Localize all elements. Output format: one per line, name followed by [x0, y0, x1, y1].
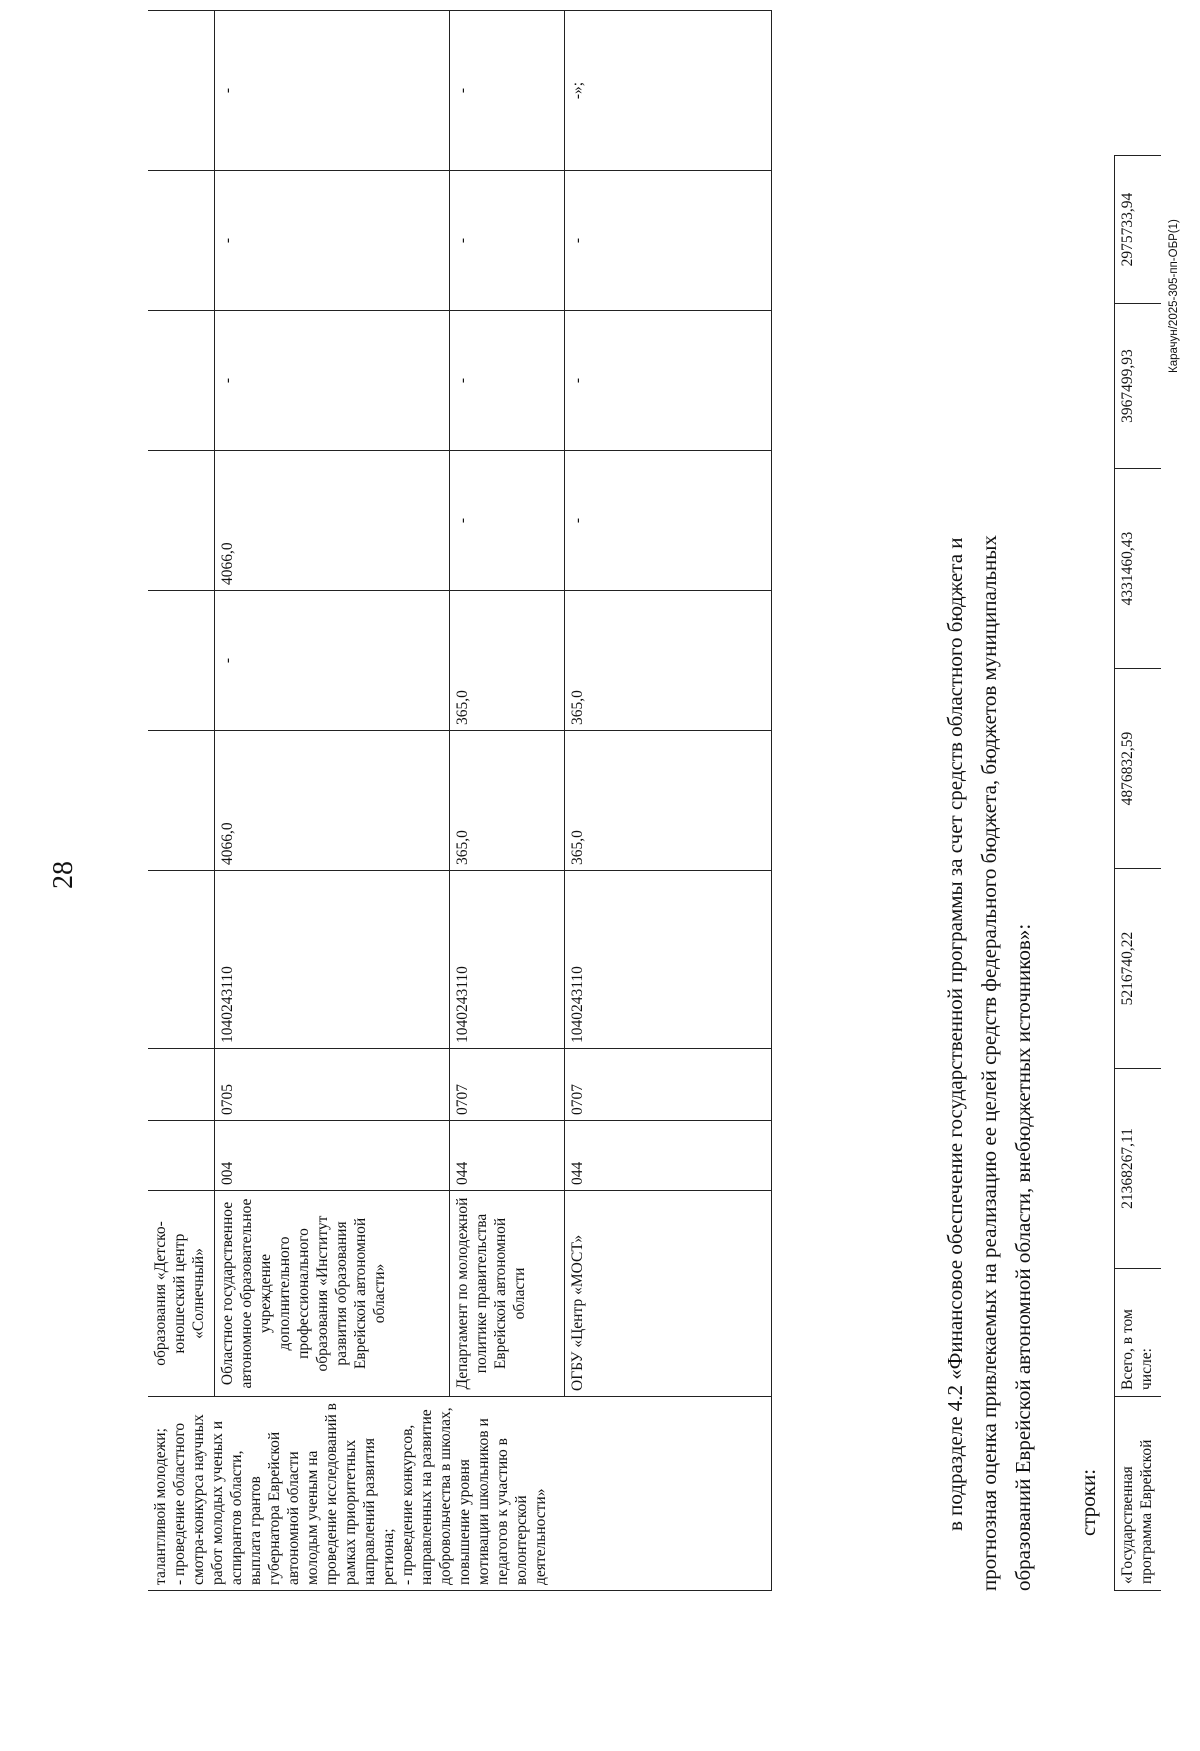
- executor-cell: ОГБУ «Центр «МОСТ»: [565, 1191, 772, 1397]
- table-row: [215, 11, 450, 1591]
- mb-cell: -: [450, 311, 565, 451]
- csr-cell: 1040243110: [215, 871, 450, 1049]
- fb-cell: 365,0: [450, 591, 565, 731]
- vb-cell: -: [565, 171, 772, 311]
- mb-cell: -: [215, 311, 450, 451]
- value-cell: 2975733,94: [1115, 156, 1162, 304]
- value-cell: 5216740,22: [1115, 869, 1162, 1069]
- executor-cell: Областное государственное автономное образовательное учреждение дополнительного профессионального образования «Институт развития образования Еврейской автономной области»: [215, 1191, 450, 1397]
- document-footer: Карачун/2025-305-пп-ОБР(1): [1168, 219, 1180, 373]
- activity-cell: талантливой молодежи; - проведение областного смотра-конкурса научных работ молодых ученых и аспирантов области, выплата грантов губернатора Еврейской автономной области молодым ученым на проведение исследований в рамках приоритетных направлений развития региона; - проведение конкурсов, направленных на развитие добровольчества в школах, повышение уровня мотивации школьников и педагогов к участию в волонтерской деятельности»: [148, 1397, 772, 1591]
- total-cell: 365,0: [565, 731, 772, 871]
- executor-cell: Департамент по молодежной политике правительства Еврейской автономной области: [450, 1191, 565, 1397]
- ob-cell: 4066,0: [215, 451, 450, 591]
- table-row: [148, 11, 215, 1591]
- extra-cell: -: [215, 11, 450, 171]
- value-cell: 21368267,11: [1115, 1069, 1162, 1269]
- extra-cell: -»;: [565, 11, 772, 171]
- table-row: [450, 11, 565, 1591]
- vb-cell: -: [215, 171, 450, 311]
- rzpr-cell: 0707: [565, 1049, 772, 1121]
- csr-cell: 1040243110: [450, 871, 565, 1049]
- amendment-paragraph: [938, 161, 1040, 1591]
- executor-cell: образования «Детско-юношеский центр «Солнечный»: [148, 1191, 215, 1397]
- extra-cell: -: [450, 11, 565, 171]
- csr-cell: 1040243110: [565, 871, 772, 1049]
- grbs-cell: 044: [565, 1121, 772, 1191]
- mb-cell: -: [565, 311, 772, 451]
- total-label-cell: Всего, в том числе:: [1115, 1269, 1162, 1397]
- value-cell: 3967499,93: [1115, 304, 1162, 469]
- paragraph-line: в подразделе 4.2 «Финансовое обеспечение государственной программы за счет средств областного бюджета и: [943, 537, 967, 1531]
- grbs-cell: 044: [450, 1121, 565, 1191]
- grbs-cell: 004: [215, 1121, 450, 1191]
- program-name-cell: «Государственная программа Еврейской: [1115, 1397, 1162, 1591]
- rzpr-cell: 0707: [450, 1049, 565, 1121]
- funding-table: [148, 10, 772, 1591]
- total-cell: 365,0: [450, 731, 565, 871]
- rzpr-cell: 0705: [215, 1049, 450, 1121]
- page-number: 28: [48, 861, 79, 889]
- rows-label: строки:: [1076, 1468, 1100, 1536]
- program-total-table: [1114, 155, 1161, 1591]
- paragraph-line: прогнозная оценка привлекаемых на реализацию ее целей средств федерального бюджета, бюджетов муниципальных: [977, 535, 1001, 1591]
- table-row: [1115, 156, 1162, 1591]
- fb-cell: -: [215, 591, 450, 731]
- value-cell: 4876832,59: [1115, 669, 1162, 869]
- paragraph-line: образований Еврейской автономной области, внебюджетных источников»:: [1011, 923, 1035, 1591]
- value-cell: 4331460,43: [1115, 469, 1162, 669]
- vb-cell: -: [450, 171, 565, 311]
- ob-cell: -: [450, 451, 565, 591]
- fb-cell: 365,0: [565, 591, 772, 731]
- total-cell: 4066,0: [215, 731, 450, 871]
- table-row: [565, 11, 772, 1591]
- ob-cell: -: [565, 451, 772, 591]
